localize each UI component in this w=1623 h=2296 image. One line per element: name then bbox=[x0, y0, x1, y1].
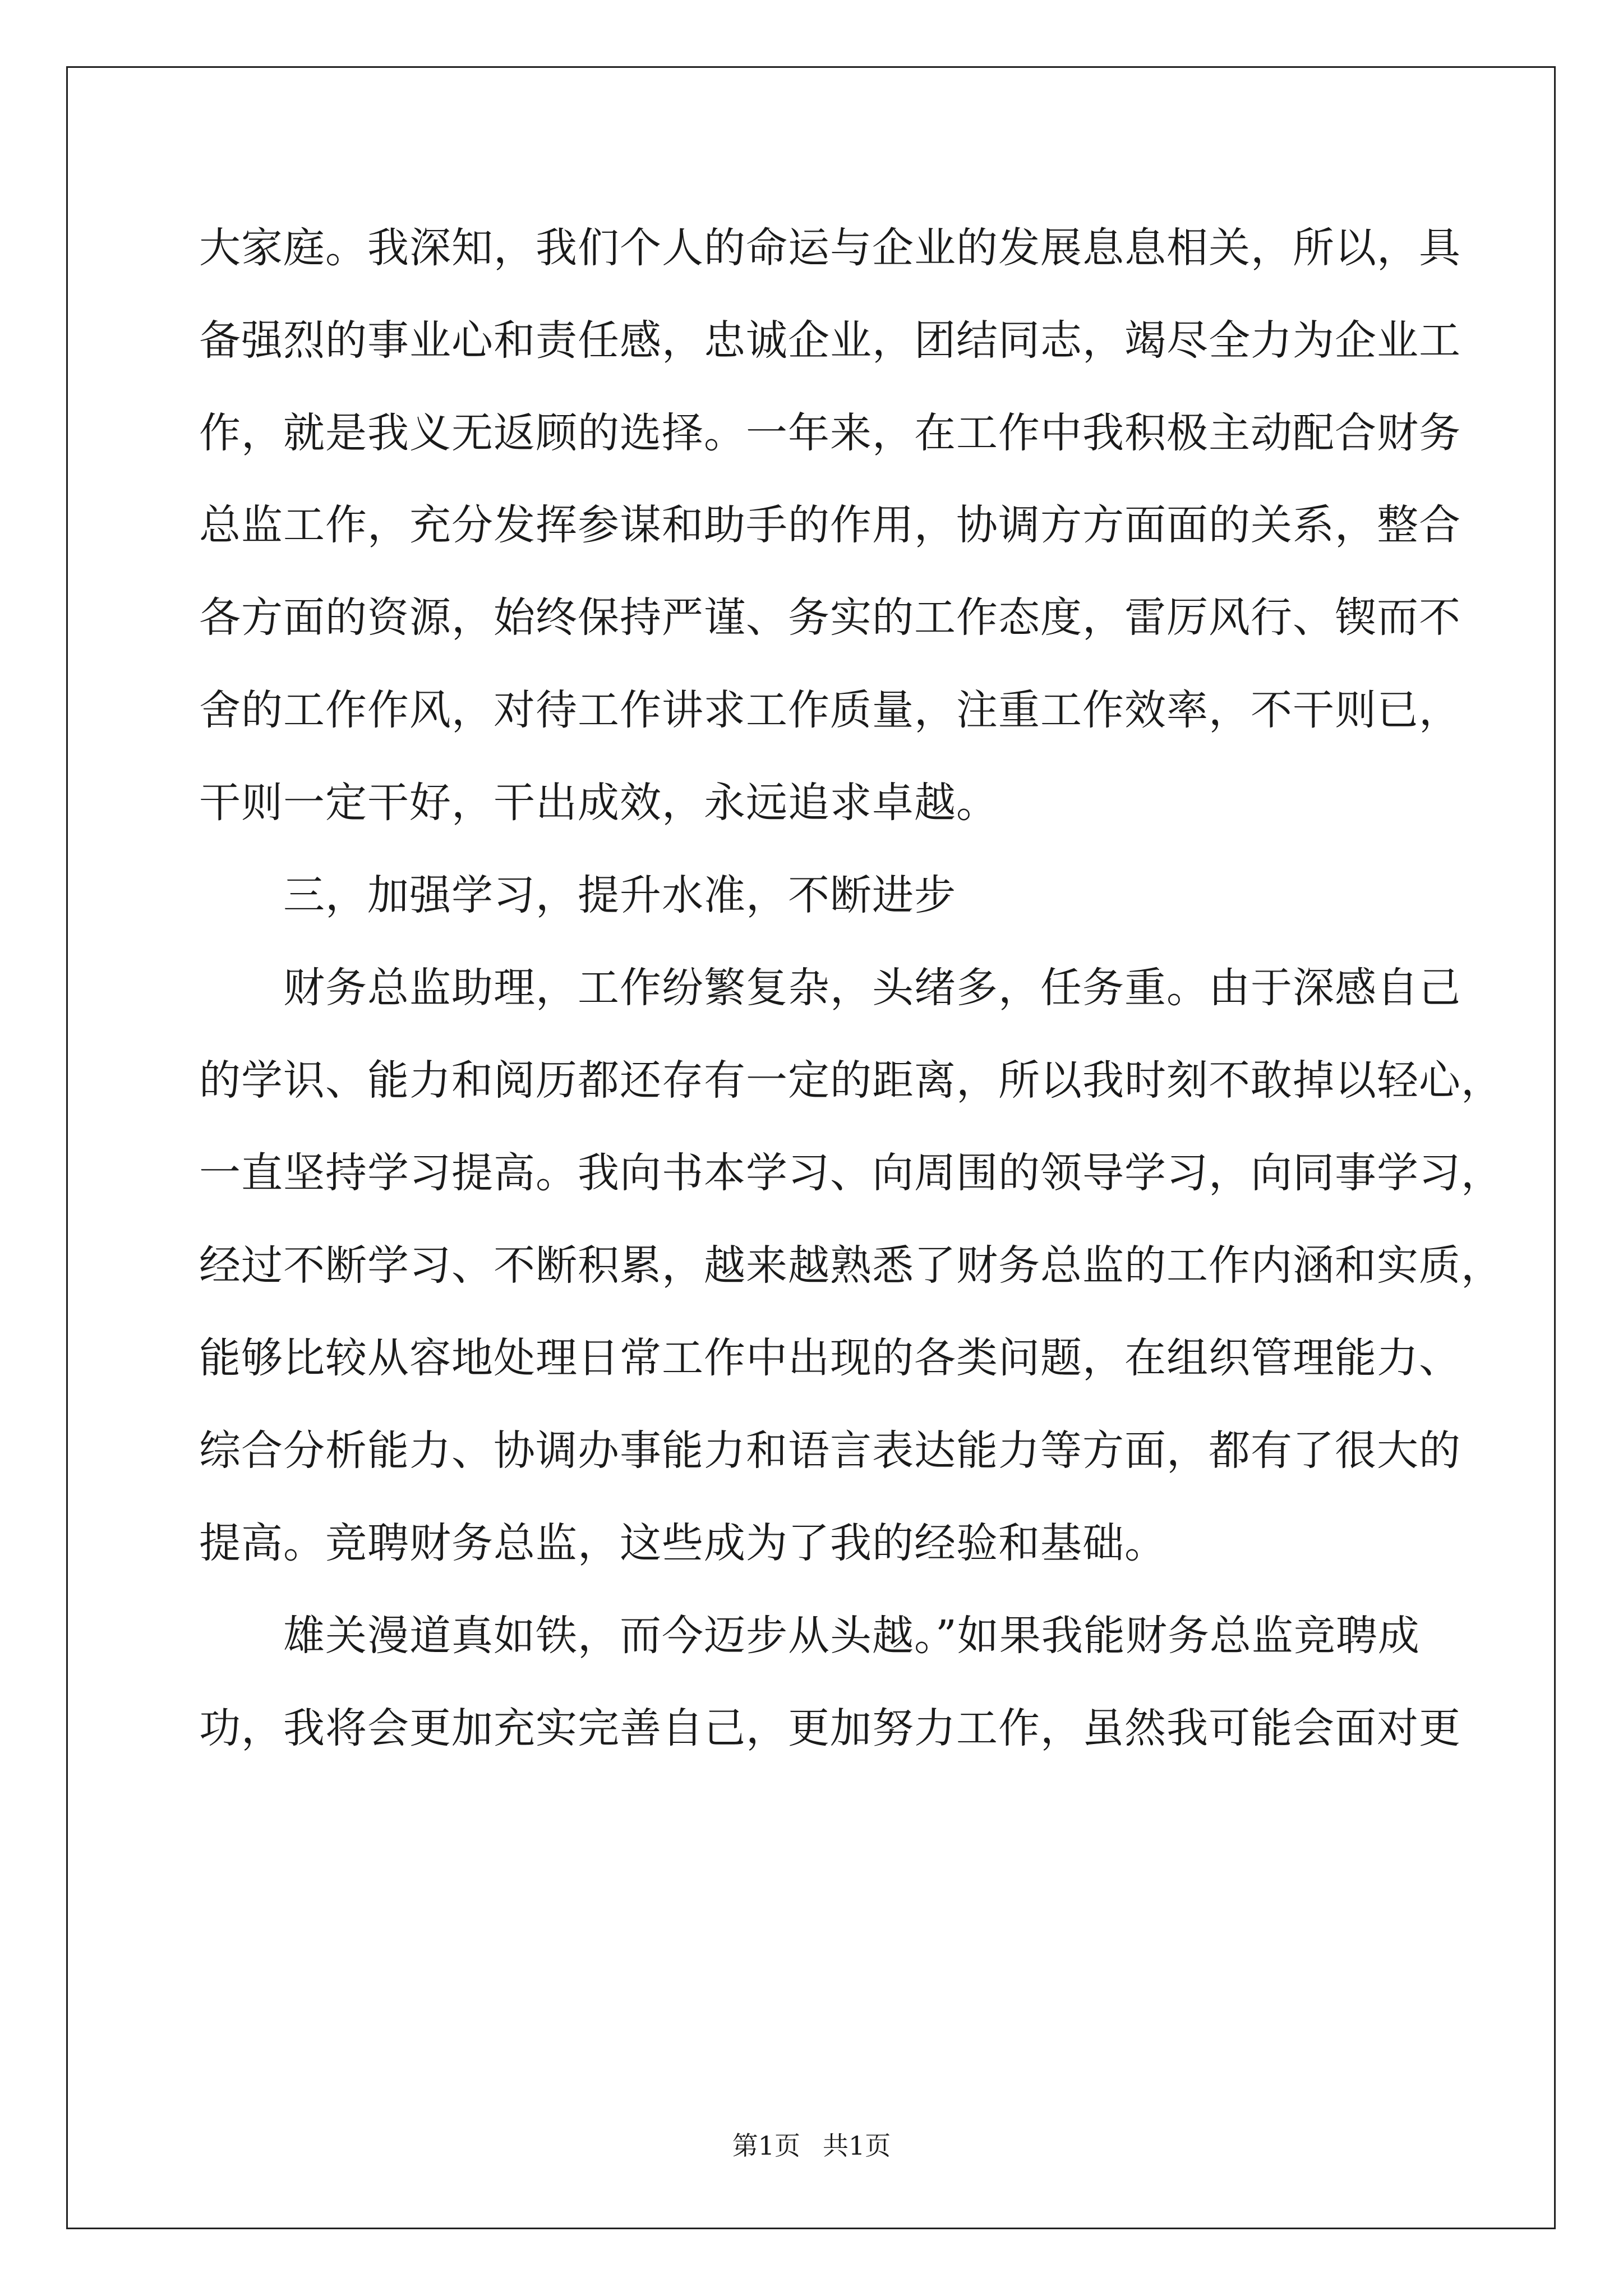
text-line: 能够比较从容地处理日常工作中出现的各类问题，在组织管理能力、 bbox=[199, 1334, 1461, 1382]
text-line: 雄关漫道真如铁，而今迈步从头越。”如果我能财务总监竞聘成 bbox=[283, 1612, 1420, 1660]
text-line: 提高。竞聘财务总监，这些成为了我的经验和基础。 bbox=[199, 1519, 1166, 1567]
text-line: 功，我将会更加充实完善自己，更加努力工作，虽然我可能会面对更 bbox=[199, 1704, 1461, 1752]
text-line: 的学识、能力和阅历都还存有一定的距离，所以我时刻不敢掉以轻心， bbox=[199, 1056, 1503, 1105]
section-heading: 三，加强学习，提升水准，不断进步 bbox=[283, 871, 956, 919]
text-line: 舍的工作作风，对待工作讲求工作质量，注重工作效率，不干则已， bbox=[199, 686, 1461, 734]
text-line: 干则一定干好，干出成效，永远追求卓越。 bbox=[199, 779, 998, 827]
text-line: 综合分析能力、协调办事能力和语言表达能力等方面，都有了很大的 bbox=[199, 1427, 1461, 1475]
text-line: 一直坚持学习提高。我向书本学习、向周围的领导学习，向同事学习， bbox=[199, 1149, 1503, 1197]
text-line: 经过不断学习、不断积累，越来越熟悉了财务总监的工作内涵和实质， bbox=[199, 1241, 1503, 1290]
text-line: 大家庭。我深知，我们个人的命运与企业的发展息息相关，所以，具 bbox=[199, 224, 1461, 272]
text-line: 备强烈的事业心和责任感，忠诚企业，团结同志，竭尽全力为企业工 bbox=[199, 316, 1461, 365]
text-line: 总监工作，充分发挥参谋和助手的作用，协调方方面面的关系，整合 bbox=[199, 501, 1461, 549]
page-total: 共1页 bbox=[823, 2131, 891, 2161]
text-line: 财务总监助理，工作纷繁复杂，头绪多，任务重。由于深感自己 bbox=[283, 964, 1461, 1012]
text-line: 作，就是我义无返顾的选择。一年来，在工作中我积极主动配合财务 bbox=[199, 409, 1461, 457]
text-line: 各方面的资源，始终保持严谨、务实的工作态度，雷厉风行、锲而不 bbox=[199, 593, 1461, 642]
page-number: 第1页 bbox=[732, 2131, 800, 2161]
page-footer bbox=[0, 2129, 1623, 2162]
